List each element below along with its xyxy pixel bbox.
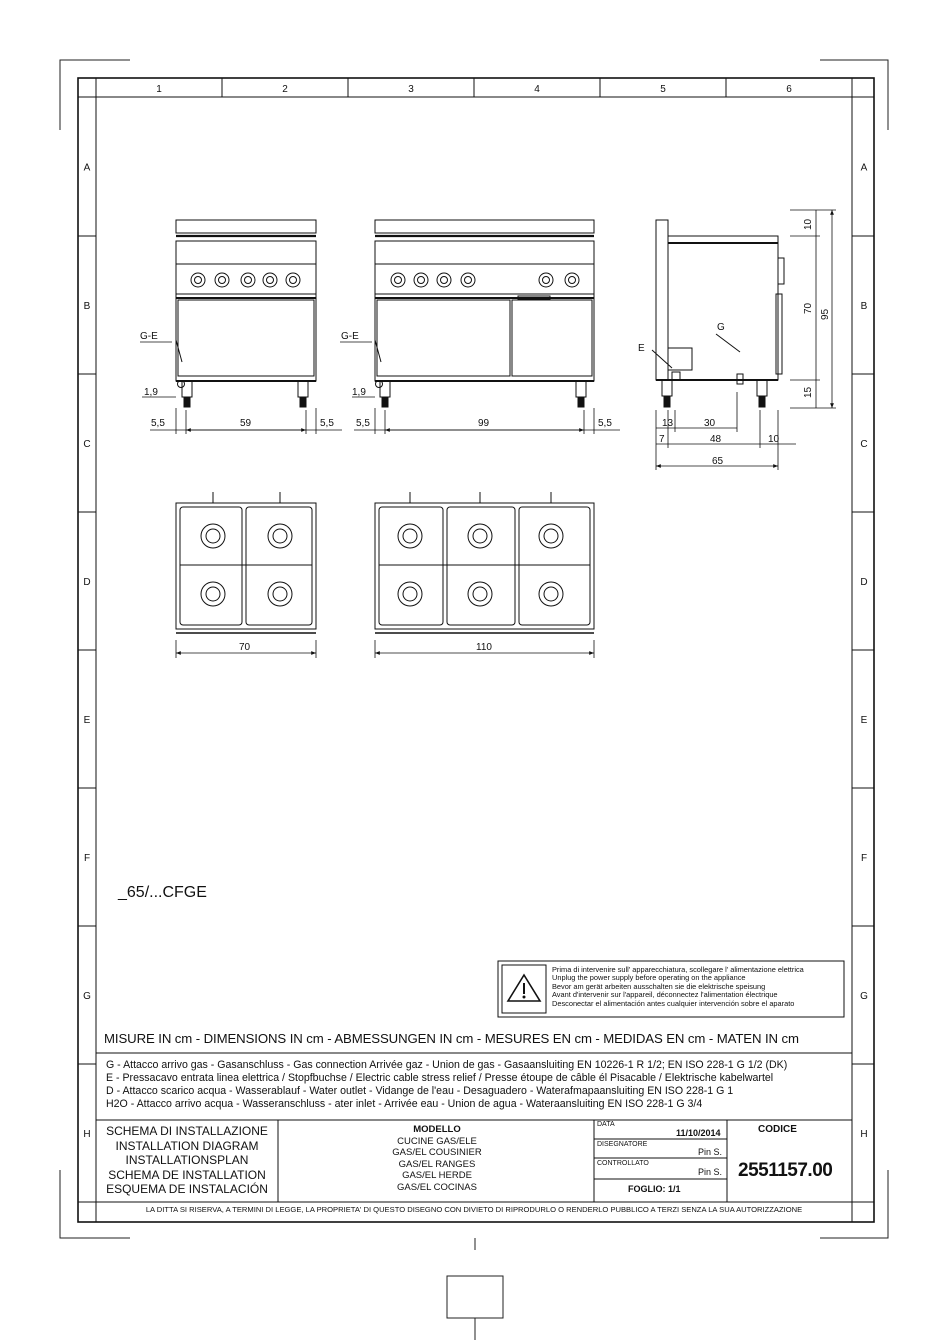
model-line: GAS/EL HERDE <box>402 1170 472 1182</box>
dim-110: 110 <box>476 642 492 653</box>
title-block-models <box>282 1124 592 1194</box>
label-e-side: E <box>638 343 645 354</box>
measures-line: MISURE IN cm - DIMENSIONS IN cm - ABMESSUNGEN IN cm - MESURES EN cm - MEDIDAS EN cm - MATEN IN cm <box>104 1031 799 1046</box>
column-label: 5 <box>660 84 666 95</box>
dim-48: 48 <box>710 434 722 445</box>
model-line: GAS/EL COCINAS <box>397 1181 477 1193</box>
row-label-right: E <box>860 715 868 726</box>
dim-59: 59 <box>240 418 252 429</box>
designer-label: DISEGNATORE <box>597 1141 648 1148</box>
footer-disclaimer: LA DITTA SI RISERVA, A TERMINI DI LEGGE, LA PROPRIETA' DI QUESTO DISEGNO CON DIVIETO DI RIPRODURLO O RENDERLO PUBBLICO A TERZI SENZA LA SUA AUTORIZZAZIONE <box>145 1205 803 1214</box>
row-label-left: H <box>83 1129 91 1140</box>
title-line: SCHEMA DI INSTALLAZIONE <box>106 1124 268 1138</box>
column-label: 6 <box>786 84 792 95</box>
dim-13: 13 <box>662 418 674 429</box>
row-label-right: G <box>860 991 868 1002</box>
title-line: SCHEMA DE INSTALLATION <box>108 1167 266 1182</box>
row-label-left: A <box>83 162 91 174</box>
title-line: ESQUEMA DE INSTALACIÓN <box>106 1182 268 1196</box>
legend-electric: E - Pressacavo entrata linea elettrica / Stopfbuchse / Electric cable stress relief / Presse étoupe de câble él Pisacable / Elektrische kabelwartel <box>106 1072 774 1084</box>
model-header: MODELLO <box>413 1124 461 1135</box>
model-line: GAS/EL RANGES <box>398 1158 476 1170</box>
dim-15: 15 <box>803 386 814 398</box>
dimension-lines <box>140 210 836 658</box>
checked-value: Pin S. <box>698 1167 723 1177</box>
column-label: 4 <box>534 84 540 95</box>
dim-5-5-mid-b: 5,5 <box>598 418 612 429</box>
model-line: GAS/EL COUSINIER <box>392 1147 482 1159</box>
dim-95: 95 <box>820 308 831 320</box>
legend-gas: G - Attacco arrivo gas - Gasanschluss - Gas connection Arrivée gaz - Union de gas - Gasaansluiting EN 10226-1 R 1/2; EN ISO 228-1 G 1/2 (DK) <box>106 1059 788 1071</box>
row-label-right: H <box>860 1129 868 1140</box>
dim-10-top: 10 <box>803 218 814 230</box>
warning-triangle-icon <box>508 975 540 1001</box>
row-label-left: E <box>83 715 91 726</box>
row-label-left: D <box>83 577 91 588</box>
row-label-left: C <box>83 439 91 450</box>
label-ge-right: G-E <box>341 331 359 342</box>
label-g-side: G <box>717 322 725 333</box>
code-value: 2551157.00 <box>738 1160 833 1181</box>
date-label: DATA <box>597 1121 615 1128</box>
dim-65: 65 <box>712 456 724 467</box>
dim-99: 99 <box>478 418 490 429</box>
legend-drain: D - Attacco scarico acqua - Wasserablauf - Water outlet - Vidange de l'eau - Desaguadero - Waterafmapaansluiting EN ISO 228-1 G 1 <box>106 1085 734 1097</box>
warning-text <box>552 966 804 1008</box>
front-view-4-burner <box>176 220 316 407</box>
warning-line: Avant d'intervenir sur l'appareil, déconnectez l'alimentation électrique <box>552 990 778 1000</box>
top-view-6-burner <box>375 492 594 633</box>
column-label: 1 <box>156 84 162 95</box>
connection-legend <box>106 1059 787 1111</box>
dim-1-9-left: 1,9 <box>144 387 158 398</box>
label-ge-left: G-E <box>140 331 158 342</box>
row-label-right: D <box>860 577 868 588</box>
column-label: 2 <box>282 84 288 95</box>
column-label: 3 <box>408 84 414 95</box>
dim-5-5-mid-a: 5,5 <box>356 418 370 429</box>
checked-label: CONTROLLATO <box>597 1160 649 1167</box>
warning-line: Prima di intervenire sull' apparecchiatura, scollegare l' alimentazione elettrica <box>552 965 804 974</box>
front-view-6-burner <box>375 220 594 407</box>
warning-line: Desconectar el alimentación antes cualquier intervención sobre el aparato <box>552 998 795 1008</box>
row-label-left: B <box>83 301 91 312</box>
row-label-right: A <box>860 162 868 174</box>
warning-line: Unplug the power supply before operating on the appliance <box>552 973 746 983</box>
row-label-right: B <box>860 301 868 312</box>
dim-10-bottom: 10 <box>768 434 780 445</box>
row-label-right: F <box>860 853 868 864</box>
dim-5-5-left-b: 5,5 <box>320 418 334 429</box>
code-label: CODICE <box>758 1124 797 1135</box>
designer-value: Pin S. <box>698 1147 723 1157</box>
warning-line: Bevor am gerät arbeiten ausschalten sie die elektrische speisung <box>552 981 766 991</box>
row-label-right: C <box>860 439 868 450</box>
top-view-4-burner <box>176 492 316 633</box>
dim-70-side: 70 <box>803 302 814 314</box>
model-code: _65/...CFGE <box>118 884 207 901</box>
dim-5-5-left-a: 5,5 <box>151 418 165 429</box>
dim-7: 7 <box>659 434 665 445</box>
title-block-titles <box>96 1124 278 1197</box>
side-view <box>652 220 784 407</box>
title-line: INSTALLATIONSPLAN <box>125 1153 249 1167</box>
dim-1-9-right: 1,9 <box>352 387 366 398</box>
row-label-left: G <box>83 991 91 1002</box>
dim-30: 30 <box>704 418 716 429</box>
dim-70-top: 70 <box>239 642 251 653</box>
legend-water: H2O - Attacco arrivo acqua - Wasseranschluss - ater inlet - Arrivée eau - Union de agua - Wateraansluiting EN ISO 228-1 G 3/4 <box>106 1098 703 1110</box>
sheet-number: FOGLIO: 1/1 <box>628 1184 681 1194</box>
model-line: CUCINE GAS/ELE <box>397 1135 477 1147</box>
dimension-texts <box>140 218 831 653</box>
date-value: 11/10/2014 <box>676 1128 721 1138</box>
title-line: INSTALLATION DIAGRAM <box>115 1138 259 1153</box>
row-label-left: F <box>83 853 91 864</box>
